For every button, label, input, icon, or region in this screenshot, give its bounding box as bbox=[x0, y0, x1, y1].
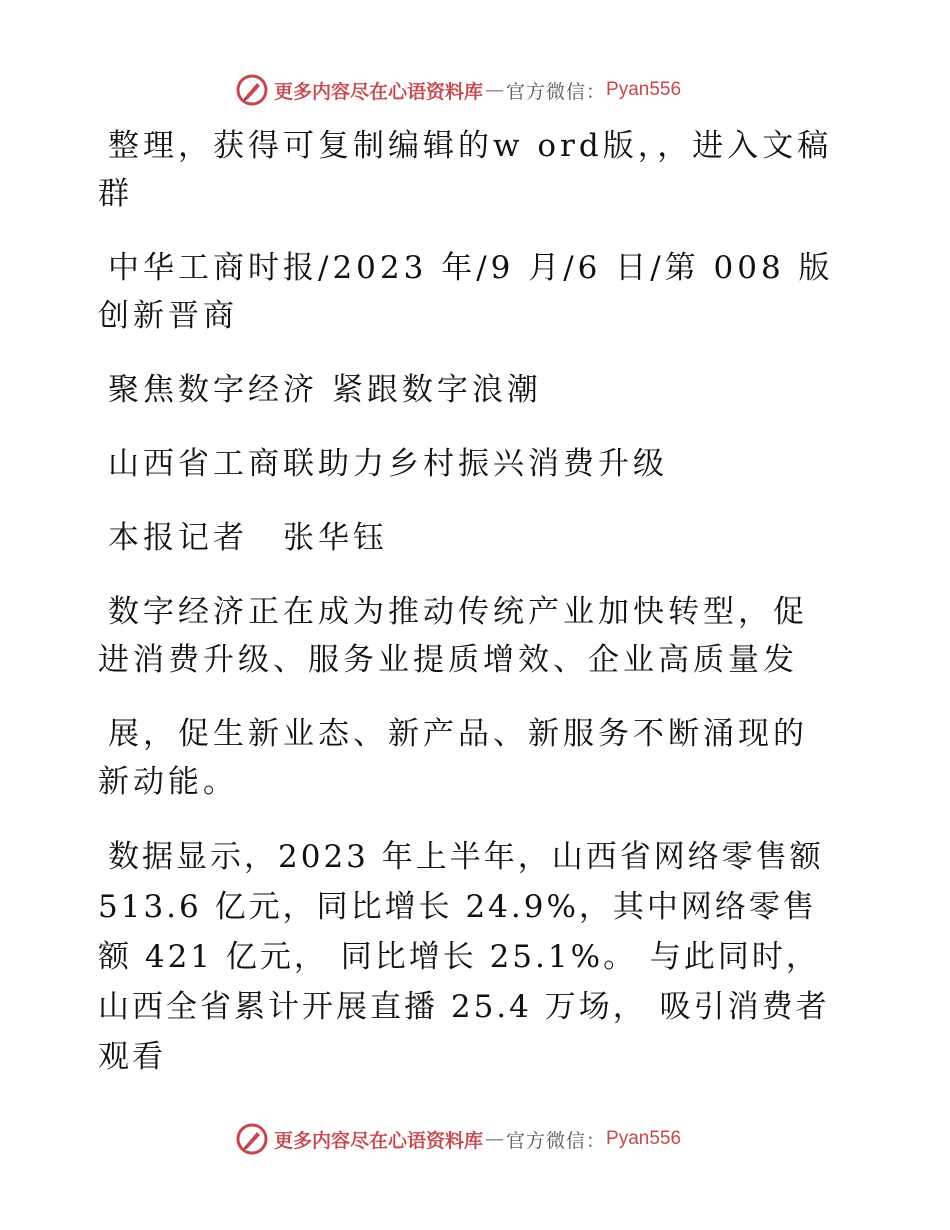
paragraph-body-3: 数据显示，2023 年上半年，山西省网络零售额 513.6 亿元，同比增长 24.9%，其中网络零售额 421 亿元， 同比增长 25.1%。 与此同时， 山西全省累计开展直播 25.4 万场， 吸引消费者观看 bbox=[98, 839, 830, 1075]
watermark-wechat-label: 官方微信： bbox=[506, 1129, 607, 1152]
paragraph-body-1: 数字经济正在成为推动传统产业加快转型，促进消费升级、服务业提质增效、企业高质量发 bbox=[98, 594, 808, 678]
quill-seal-icon bbox=[236, 74, 268, 106]
header-watermark bbox=[236, 73, 681, 107]
watermark-wechat-id: Pyan556 bbox=[606, 1128, 682, 1149]
watermark-dash: — bbox=[485, 79, 505, 101]
watermark-wechat-label: 官方微信： bbox=[506, 80, 607, 103]
paragraph-intro: 整理，获得可复制编辑的w ord版，，进入文稿群 bbox=[98, 128, 833, 212]
document-body bbox=[98, 122, 838, 1108]
paragraph-body-2: 展，促生新业态、新产品、新服务不断涌现的新动能。 bbox=[98, 716, 808, 800]
watermark-dash: — bbox=[485, 1128, 505, 1150]
paragraph-byline: 本报记者 张华钰 bbox=[108, 520, 388, 556]
quill-seal-icon bbox=[236, 1123, 268, 1155]
paragraph-subheadline: 山西省工商联助力乡村振兴消费升级 bbox=[108, 446, 668, 482]
watermark-main-text: 更多内容尽在心语资料库 bbox=[274, 80, 484, 103]
watermark-wechat-id: Pyan556 bbox=[606, 79, 682, 100]
paragraph-source: 中华工商时报/2023 年/9 月/6 日/第 008 版创新晋商 bbox=[98, 250, 834, 334]
watermark-main-text: 更多内容尽在心语资料库 bbox=[274, 1129, 484, 1152]
paragraph-headline: 聚焦数字经济 紧跟数字浪潮 bbox=[108, 372, 542, 408]
footer-watermark bbox=[236, 1122, 681, 1156]
